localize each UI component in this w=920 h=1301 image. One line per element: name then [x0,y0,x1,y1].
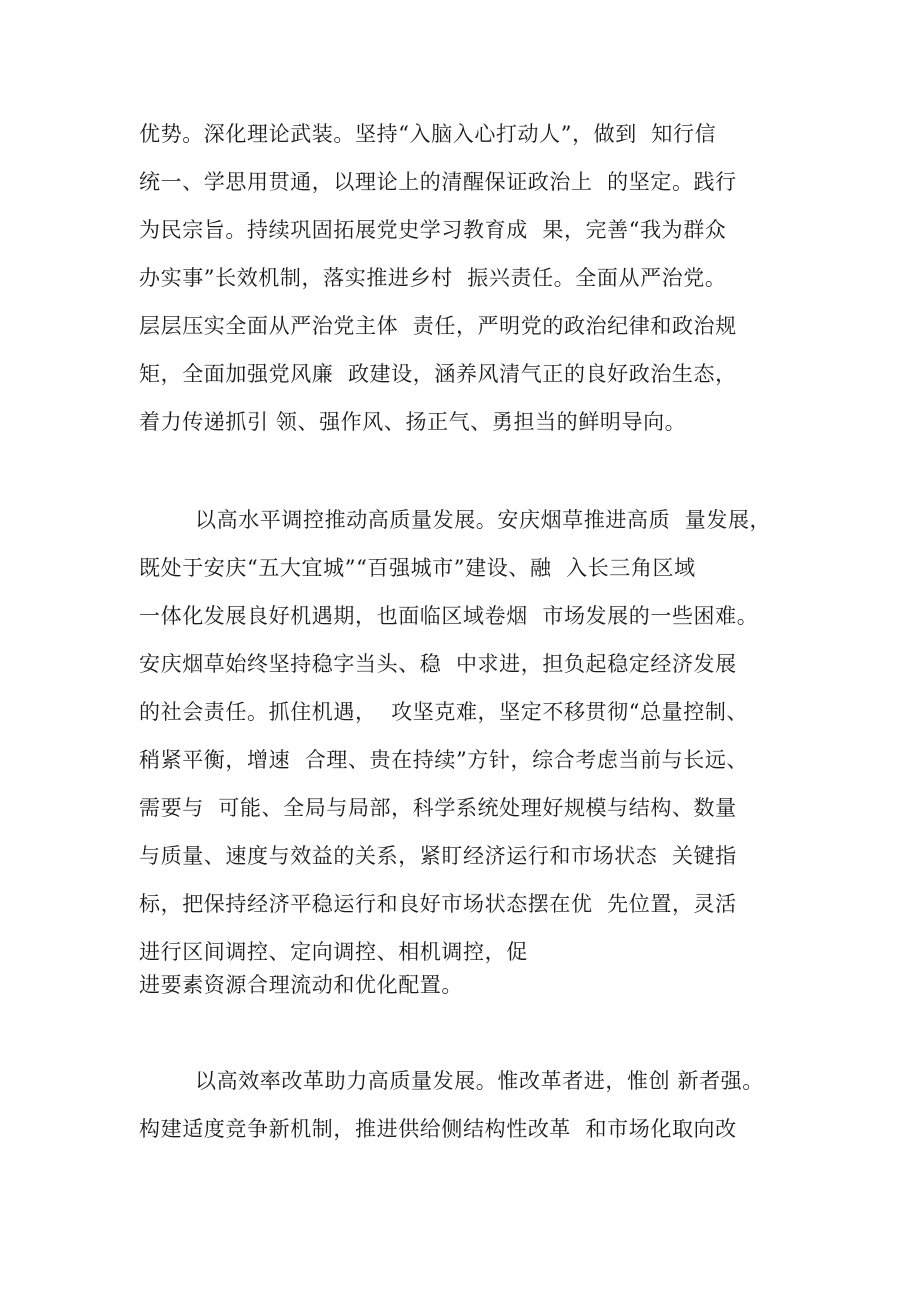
text-line: 稍紧平衡，增速 合理、贵在持续”方针，综合考虑当前与长远、 [139,748,749,772]
text-line: 层层压实全面从严治党主体 责任，严明党的政治纪律和政治规 [139,314,737,338]
paragraph-first-line: 以高水平调控推动高质量发展。安庆烟草推进高质 量发展， [195,508,772,532]
text-line: 为民宗旨。持续巩固拓展党史学习教育成 果，完善“我为群众 [139,218,727,242]
text-line: 矩，全面加强党风廉 政建设，涵养风清气正的良好政治生态， [139,362,737,386]
text-line: 的社会责任。抓住机遇， 攻坚克难，坚定不移贯彻“总量控制、 [139,700,749,724]
text-line: 需要与 可能、全局与局部，科学系统处理好规模与结构、数量 [139,796,737,820]
text-line: 安庆烟草始终坚持稳字当头、稳 中求进，担负起稳定经济发展 [139,652,737,676]
paragraph-first-line: 以高效率改革助力高质量发展。惟改革者进，惟创 新者强。 [195,1069,764,1093]
text-line: 着力传递抓引 领、强作风、扬正气、勇担当的鲜明导向。 [139,410,687,434]
text-line: 统一、学思用贯通，以理论上的清醒保证政治上 的坚定。践行 [139,170,737,194]
text-line: 进要素资源合理流动和优化配置。 [139,973,463,997]
text-line: 与质量、速度与效益的关系，紧盯经济运行和市场状态 关键指 [139,844,737,868]
text-line: 既处于安庆“五大宜城”“百强城市”建设、融 入长三角区域 [139,556,696,580]
text-line: 办实事”长效机制，落实推进乡村 振兴责任。全面从严治党。 [139,266,727,290]
text-line: 优势。深化理论武装。坚持“入脑入心打动人”，做到 知行信 [139,122,717,146]
text-line: 一体化发展良好机遇期，也面临区域卷烟 市场发展的一些困难。 [139,604,759,628]
text-line: 进行区间调控、定向调控、相机调控，促 [139,940,528,964]
text-line: 标，把保持经济平稳运行和良好市场状态摆在优 先位置，灵活 [139,892,737,916]
text-line: 构建适度竞争新机制，推进供给侧结构性改革 和市场化取向改 [139,1117,737,1141]
